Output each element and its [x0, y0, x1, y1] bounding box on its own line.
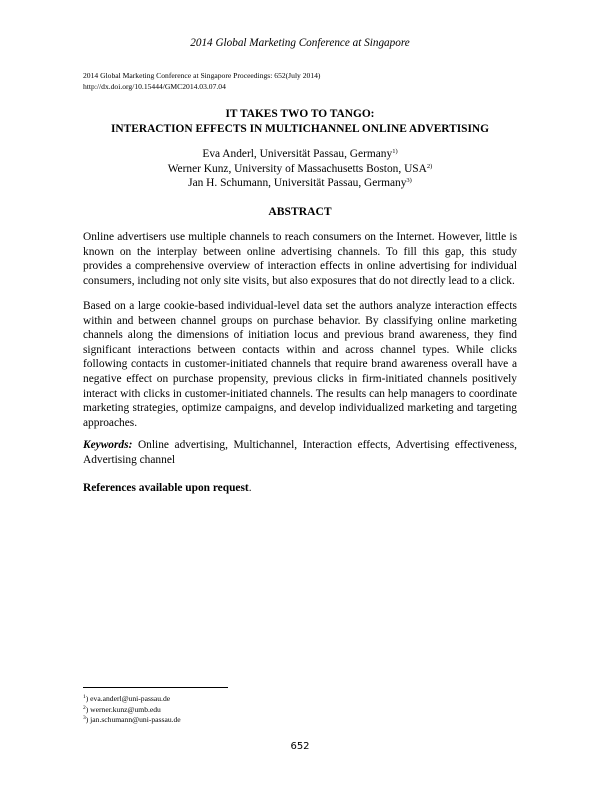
- keywords-label: Keywords:: [83, 439, 133, 451]
- author-3-affiliation: Jan H. Schumann, Universität Passau, Germany: [188, 177, 407, 190]
- author-2: [0, 162, 600, 177]
- proceedings-citation: 2014 Global Marketing Conference at Singapore Proceedings: 652(July 2014): [83, 71, 321, 80]
- references-text: References available upon request: [83, 482, 249, 494]
- keywords: [83, 438, 517, 467]
- footnote-3-mark: 3: [83, 715, 86, 721]
- abstract-heading: ABSTRACT: [268, 205, 332, 218]
- paper-title-line-2: INTERACTION EFFECTS IN MULTICHANNEL ONLINE ADVERTISING: [111, 122, 489, 135]
- author-list: [0, 147, 600, 191]
- footnote-2-mark: 2: [83, 704, 86, 711]
- footnote-2: [83, 705, 181, 716]
- author-1-footnote-mark: 1): [392, 148, 398, 155]
- author-1-affiliation: Eva Anderl, Universität Passau, Germany: [202, 148, 393, 160]
- author-1: [0, 147, 600, 162]
- footnote-1-mark: 1: [83, 694, 86, 700]
- author-3-footnote-mark: 3): [406, 177, 412, 185]
- footnote-3-email: ) jan.schumann@uni-passau.de: [85, 715, 181, 724]
- author-2-footnote-mark: 2): [426, 162, 433, 170]
- running-header: 2014 Global Marketing Conference at Singapore: [190, 37, 410, 49]
- abstract-paragraph-1: Online advertisers use multiple channels to reach consumers on the Internet. However, little is known on the interplay between online advertising channels. To fill this gap, this study provides a comprehensive overview of interaction effects in online advertising for individual consumers, including not only site visits, but also exposures that do not directly lead to a click.: [83, 231, 517, 287]
- doi-link: http://dx.doi.org/10.15444/GMC2014.03.07.04: [83, 81, 226, 91]
- author-2-affiliation: Werner Kunz, University of Massachusetts Boston, USA: [167, 162, 427, 175]
- footnote-2-email: ) werner.kunz@umb.edu: [85, 704, 161, 714]
- footnote-1: [83, 694, 181, 705]
- keywords-text: Online advertising, Multichannel, Interaction effects, Advertising effectiveness, Advertising channel: [83, 439, 517, 466]
- author-3: [0, 176, 600, 191]
- abstract-paragraph-2: Based on a large cookie-based individual-level data set the authors analyze interaction effects within and between channel groups on purchase behavior. By classifying online marketing channels along the dimensions of initiation locus and previous brand awareness, they find significant interactions between contacts within and across channel types. While clicks following contacts in customer-initiated channels that require brand awareness overall have a negative effect on purchase propensity, previous clicks in firm-initiated channels positively interact with clicks in customer-initiated channels. The results can help managers to coordinate marketing strategies, optimize campaigns, and develop individualized marketing and targeting approaches.: [83, 300, 517, 429]
- footnote-1-email: ) eva.anderl@uni-passau.de: [85, 694, 171, 703]
- paper-title-line-1: IT TAKES TWO TO TANGO:: [225, 108, 375, 120]
- references-period: .: [248, 482, 252, 494]
- footnote-3: [83, 715, 181, 726]
- paper-title: [0, 107, 600, 136]
- footnotes: [83, 694, 181, 726]
- proceedings-info: [83, 71, 320, 92]
- page-number: 652: [290, 741, 310, 752]
- references-note: [83, 482, 252, 494]
- footnote-divider: [83, 687, 228, 688]
